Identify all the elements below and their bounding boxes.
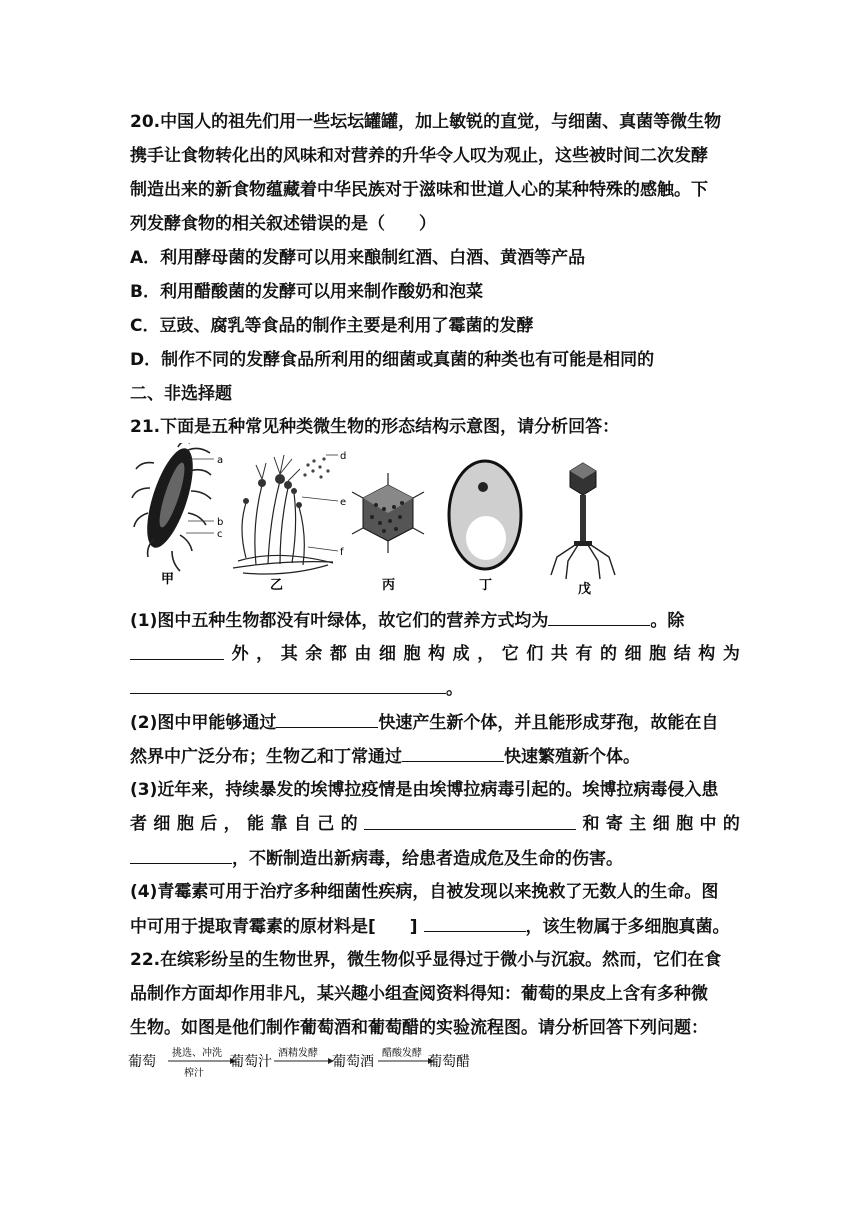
- q21-p2-blank-2[interactable]: [402, 745, 504, 762]
- q21-p3-char: 和: [582, 814, 600, 834]
- q20-option-c: C．豆豉、腐乳等食品的制作主要是利用了霉菌的发酵: [130, 316, 534, 336]
- q20-line-1: 20.中国人的祖先们用一些坛坛罐罐，加上敏锐的直觉，与细菌、真菌等微生物: [130, 112, 722, 132]
- q20-option-d: D．制作不同的发酵食品所利用的细菌或真菌的种类也有可能是相同的: [130, 350, 655, 370]
- label-wu: 戊: [578, 582, 592, 597]
- q21-p1-char: 结: [673, 644, 691, 664]
- q21-p1-char: 由: [354, 644, 372, 664]
- q21-p4-line-2: [130, 915, 740, 938]
- q21-p3-text: ，不断制造出新病毒，给患者造成危及生命的伤害。: [232, 849, 623, 869]
- q21-p1-period: 。: [446, 679, 463, 699]
- label-f: f: [340, 547, 344, 558]
- label-a: a: [217, 455, 224, 466]
- q21-p3-char: 能: [247, 814, 265, 834]
- phage-diagram: [551, 463, 615, 597]
- q21-p1-line-1: [130, 609, 740, 632]
- process-flow-diagram: [128, 1040, 488, 1084]
- q21-p3-char: 细: [652, 814, 670, 834]
- q21-p2-line-1: [130, 711, 740, 734]
- label-b: b: [217, 517, 224, 528]
- q21-p1-char: ，: [256, 644, 274, 664]
- q22-line-2: 品制作方面却作用非凡，某兴趣小组查阅资料得知：葡萄的果皮上含有多种微: [130, 984, 708, 1004]
- q21-p2-line-2: [130, 745, 740, 768]
- q21-p1-char: ，: [477, 644, 495, 664]
- q21-p2-text-d: 快速繁殖新个体。: [504, 747, 640, 767]
- q21-p1-line-2: [130, 643, 740, 665]
- q20-line-3: 制造出来的新食物蕴藏着中华民族对于滋味和世道人心的某种特殊的感触。下: [130, 180, 708, 200]
- q21-p3-char: 后: [200, 814, 218, 834]
- q21-p3-char: 者: [130, 814, 147, 834]
- q21-p3-line-3: [130, 847, 740, 870]
- label-e: e: [340, 497, 347, 508]
- q21-p2-text-c: 然界中广泛分布；生物乙和丁常通过: [130, 747, 402, 767]
- flow-node-juice: 葡萄汁: [230, 1054, 272, 1070]
- q21-p3-char: 胞: [676, 814, 694, 834]
- q21-p1-char: 为: [722, 644, 740, 664]
- q21-p1-char: 成: [452, 644, 470, 664]
- q21-p3-blank-1[interactable]: [364, 813, 576, 830]
- flow-node-wine: 葡萄酒: [332, 1054, 374, 1070]
- q21-p2-text-a: (2)图中甲能够通过: [130, 713, 277, 733]
- q21-p3-line-2: [130, 813, 740, 835]
- q21-p3-char: 寄: [605, 814, 623, 834]
- flow-step-2-top: 酒精发酵: [278, 1048, 318, 1059]
- q21-p3-char: 细: [153, 814, 171, 834]
- q21-p2-text-b: 快速产生新个体，并且能形成芽孢，故能在自: [378, 713, 719, 733]
- q21-p1-char: 细: [624, 644, 642, 664]
- q22-line-1: 22.在缤彩纷呈的生物世界，微生物似乎显得过于微小与沉寂。然而，它们在食: [130, 950, 722, 970]
- q21-p1-blank-2[interactable]: [130, 643, 224, 660]
- q21-p3-char: 胞: [176, 814, 194, 834]
- label-bing: 丙: [382, 578, 396, 593]
- q20-line-4: 列发酵食物的相关叙述错误的是（ ）: [130, 214, 436, 234]
- q21-p1-char: 其: [280, 644, 298, 664]
- label-yi: 乙: [270, 578, 284, 593]
- q21-p2-blank-1[interactable]: [276, 711, 378, 728]
- q21-p3-char: 靠: [270, 814, 288, 834]
- q21-p1-text-b: 。除: [650, 611, 685, 631]
- q21-p3-char: 的: [340, 814, 358, 834]
- yeast-diagram: [449, 461, 521, 593]
- q21-p3-char: 自: [293, 814, 311, 834]
- q21-p1-char: 的: [600, 644, 617, 664]
- q21-p4-blank-1[interactable]: [424, 915, 526, 932]
- q21-p1-char: 都: [329, 644, 347, 664]
- q21-p3-blank-2[interactable]: [130, 847, 232, 864]
- q21-p1-char: 余: [305, 644, 323, 664]
- q21-p1-text-a: (1)图中五种生物都没有叶绿体，故它们的营养方式均为: [130, 611, 549, 631]
- q21-p3-char: 己: [317, 814, 335, 834]
- q22-line-3: 生物。如图是他们制作葡萄酒和葡萄醋的实验流程图。请分析回答下列问题：: [130, 1018, 708, 1038]
- label-jia: 甲: [161, 572, 175, 587]
- flow-step-3-top: 醋酸发酵: [382, 1048, 422, 1059]
- flow-node-grape: 葡萄: [128, 1054, 156, 1070]
- bacterium-diagram: [132, 443, 223, 587]
- q21-p1-blank-3[interactable]: [130, 677, 446, 694]
- label-d: d: [340, 451, 347, 462]
- q21-p1-char: 胞: [649, 644, 667, 664]
- q21-p1-text-c: 外: [231, 644, 249, 664]
- label-c: c: [217, 529, 223, 540]
- q21-p1-char: 共: [550, 644, 568, 664]
- flow-node-vinegar: 葡萄醋: [428, 1054, 470, 1070]
- q21-p3-char: 主: [629, 814, 647, 834]
- q21-p4-text-a: 中可用于提取青霉素的原材料是[ ]: [130, 917, 418, 937]
- q21-stem: 21.下面是五种常见种类微生物的形态结构示意图，请分析回答：: [130, 417, 620, 437]
- q21-p1-blank-1[interactable]: [548, 609, 650, 626]
- flow-step-1-top: 挑选、冲洗: [172, 1048, 222, 1059]
- label-ding: 丁: [479, 578, 493, 593]
- q21-p1-char: 们: [526, 644, 544, 664]
- q20-line-2: 携手让食物转化出的风味和对营养的升华令人叹为观止，这些被时间二次发酵: [130, 146, 708, 166]
- q21-p1-char: 细: [378, 644, 396, 664]
- q20-option-b: B．利用醋酸菌的发酵可以用来制作酸奶和泡菜: [130, 282, 483, 302]
- q21-p3-char: 中: [699, 814, 717, 834]
- q21-p1-char: 胞: [403, 644, 421, 664]
- q21-p4-line-1: (4)青霉素可用于治疗多种细菌性疾病，自被发现以来挽救了无数人的生命。图: [130, 882, 719, 902]
- q21-p1-char: 构: [428, 644, 446, 664]
- virus-diagram: [352, 473, 424, 593]
- q21-p3-line-1: (3)近年来，持续暴发的埃博拉疫情是由埃博拉病毒引起的。埃博拉病毒侵入患: [130, 780, 719, 800]
- q21-p1-char: 构: [698, 644, 716, 664]
- q21-p1-char: 它: [501, 644, 519, 664]
- microorganism-figure: [128, 443, 628, 600]
- mold-diagram: [233, 451, 346, 593]
- flow-step-1-bottom: 榨汁: [184, 1068, 204, 1079]
- q21-p1-char: 有: [575, 644, 593, 664]
- q20-option-a: A．利用酵母菌的发酵可以用来酿制红酒、白酒、黄酒等产品: [130, 248, 586, 268]
- q21-p3-char: ，: [223, 814, 241, 834]
- q21-p3-char: 的: [722, 814, 740, 834]
- q21-p1-line-3: [130, 677, 740, 700]
- q21-p4-text-b: ，该生物属于多细胞真菌。: [525, 917, 730, 937]
- section-heading: 二、非选择题: [130, 384, 232, 404]
